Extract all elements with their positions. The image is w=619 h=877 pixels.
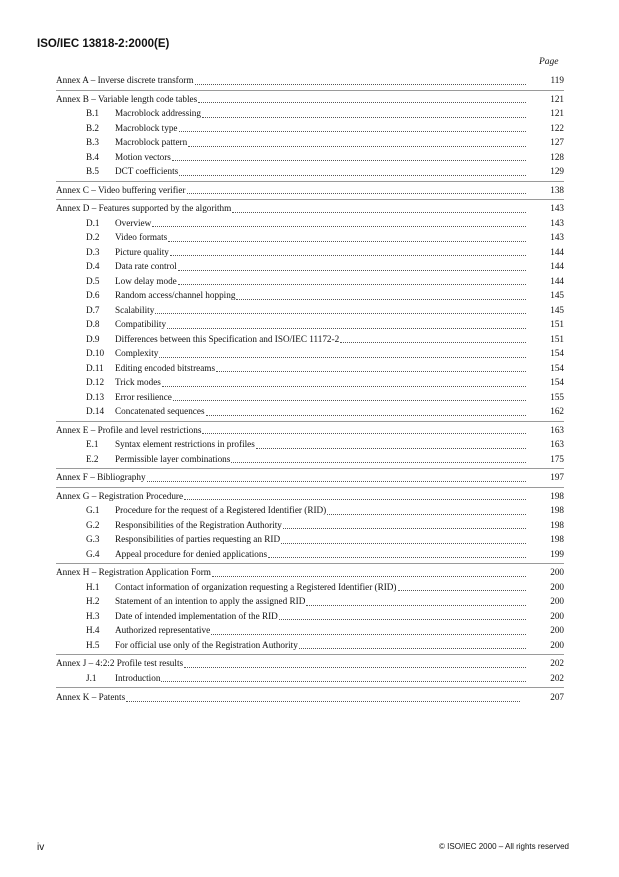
dot-leader — [283, 527, 526, 529]
toc-page-number: 197 — [550, 472, 564, 482]
dot-leader — [281, 542, 526, 544]
dot-leader — [162, 385, 526, 387]
toc-annex-title: Annex B – Variable length code tables — [56, 93, 198, 104]
toc-subsection-entry[interactable] — [56, 580, 564, 595]
dot-leader — [340, 341, 526, 343]
toc-annex-title: Annex D – Features supported by the algorithm — [56, 203, 232, 213]
toc-page-number: 122 — [550, 122, 564, 133]
toc-subsection-title: Picture quality — [115, 246, 169, 257]
toc-page-number: 163 — [550, 424, 564, 435]
toc-subsection-title: Low delay mode — [115, 275, 177, 286]
toc-subsection-entry[interactable] — [56, 390, 564, 405]
dot-leader — [211, 633, 526, 635]
toc-subsection-title: Trick modes — [115, 377, 161, 387]
toc-subsection-entry[interactable] — [56, 332, 564, 347]
dot-leader — [168, 240, 526, 242]
table-of-contents — [56, 72, 564, 707]
toc-page-number: 202 — [550, 672, 564, 683]
toc-page-number: 200 — [550, 581, 564, 592]
toc-subsection-entry[interactable] — [56, 594, 564, 609]
dot-leader — [178, 283, 526, 285]
dot-leader — [306, 604, 526, 606]
toc-subsection-number: D.5 — [86, 275, 100, 286]
dot-leader — [202, 432, 526, 434]
toc-page-number: 138 — [550, 184, 564, 195]
toc-subsection-title: Macroblock pattern — [115, 137, 188, 147]
dot-leader — [188, 145, 526, 147]
toc-page-number: 198 — [550, 490, 564, 501]
toc-subsection-entry[interactable] — [56, 164, 564, 179]
toc-subsection-title: Syntax element restrictions in profiles — [115, 439, 255, 449]
toc-subsection-number: H.3 — [86, 610, 100, 621]
toc-subsection-entry[interactable] — [56, 274, 564, 289]
toc-subsection-title: Editing encoded bitstreams — [115, 362, 216, 373]
toc-subsection-entry[interactable] — [56, 303, 564, 318]
toc-subsection-number: D.1 — [86, 217, 100, 228]
toc-page-number: 145 — [550, 304, 564, 315]
toc-subsection-entry[interactable] — [56, 346, 564, 361]
dot-leader — [231, 461, 526, 463]
toc-annex-entry[interactable] — [56, 92, 564, 107]
toc-annex-entry[interactable] — [56, 73, 564, 88]
toc-subsection-number: B.4 — [86, 151, 100, 162]
toc-annex-title: Annex E – Profile and level restrictions — [56, 424, 202, 435]
toc-subsection-title: Macroblock type — [115, 122, 178, 133]
toc-page-number: 128 — [550, 151, 564, 162]
toc-section — [56, 199, 564, 421]
toc-subsection-number: B.1 — [86, 108, 100, 118]
toc-subsection-entry[interactable] — [56, 245, 564, 260]
toc-subsection-number: J.1 — [86, 672, 97, 683]
dot-leader — [398, 589, 527, 591]
toc-page-number: 198 — [550, 505, 564, 515]
toc-page-number: 154 — [550, 362, 564, 373]
dot-leader — [126, 700, 520, 702]
toc-page-number: 127 — [550, 137, 564, 147]
toc-annex-entry[interactable] — [56, 423, 564, 438]
toc-subsection-title: Authorized representative — [115, 625, 211, 635]
toc-subsection-number: D.13 — [86, 391, 105, 402]
toc-annex-title: Annex C – Video buffering verifier — [56, 184, 186, 195]
toc-page-number: 175 — [550, 453, 564, 464]
toc-subsection-entry[interactable] — [56, 404, 564, 419]
toc-section — [56, 72, 564, 90]
toc-annex-title: Annex J – 4:2:2 Profile test results — [56, 658, 184, 668]
toc-page-number: 154 — [550, 348, 564, 358]
toc-subsection-title: Complexity — [115, 348, 159, 358]
toc-section — [56, 181, 564, 200]
toc-subsection-number: G.2 — [86, 519, 100, 530]
toc-subsection-title: Compatibility — [115, 319, 167, 329]
dot-leader — [159, 356, 526, 358]
toc-subsection-title: Data rate control — [115, 261, 177, 271]
toc-page-number: 143 — [550, 232, 564, 242]
toc-page-number: 143 — [550, 217, 564, 228]
toc-subsection-entry[interactable] — [56, 671, 564, 686]
toc-page-number: 129 — [550, 166, 564, 176]
toc-annex-title: Annex H – Registration Application Form — [56, 567, 211, 577]
toc-subsection-title: Concatenated sequences — [115, 406, 205, 416]
toc-subsection-number: B.3 — [86, 137, 100, 147]
toc-annex-entry[interactable] — [56, 470, 564, 485]
toc-page-number: 144 — [550, 275, 564, 286]
dot-leader — [152, 225, 526, 227]
dot-leader — [327, 513, 526, 515]
dot-leader — [161, 680, 526, 682]
dot-leader — [268, 556, 526, 558]
toc-subsection-entry[interactable] — [56, 518, 564, 533]
toc-subsection-entry[interactable] — [56, 609, 564, 624]
dot-leader — [198, 101, 526, 103]
toc-subsection-number: D.9 — [86, 333, 100, 344]
toc-page-number: 144 — [550, 261, 564, 271]
toc-subsection-title: For official use only of the Registration Authority — [115, 639, 298, 650]
toc-section — [56, 468, 564, 487]
footer-page-number: iv — [37, 842, 45, 853]
toc-section — [56, 563, 564, 654]
toc-subsection-title: Scalability — [115, 304, 155, 315]
toc-subsection-title: Statement of an intention to apply the assigned RID — [115, 596, 306, 606]
toc-subsection-entry[interactable] — [56, 452, 564, 467]
toc-annex-entry[interactable] — [56, 489, 564, 504]
dot-leader — [299, 647, 526, 649]
toc-page-number: 145 — [550, 290, 564, 300]
toc-subsection-title: Responsibilities of parties requesting an RID — [115, 534, 281, 544]
dot-leader — [184, 498, 526, 500]
toc-subsection-title: Appeal procedure for denied applications — [115, 548, 268, 559]
toc-subsection-number: D.3 — [86, 246, 100, 257]
toc-page-number: 199 — [550, 548, 564, 559]
toc-page-number: 121 — [550, 108, 564, 118]
toc-subsection-number: G.4 — [86, 548, 100, 559]
toc-subsection-number: B.5 — [86, 166, 100, 176]
toc-subsection-entry[interactable] — [56, 288, 564, 303]
toc-subsection-title: Motion vectors — [115, 151, 171, 162]
toc-page-number: 200 — [550, 567, 564, 577]
footer-copyright: © ISO/IEC 2000 – All rights reserved — [439, 842, 569, 851]
toc-subsection-number: H.4 — [86, 625, 100, 635]
toc-subsection-title: Random access/channel hopping — [115, 290, 236, 300]
toc-annex-entry[interactable] — [56, 690, 564, 705]
toc-subsection-number: D.10 — [86, 348, 105, 358]
toc-page-number: 200 — [550, 625, 564, 635]
toc-section — [56, 687, 564, 707]
toc-subsection-entry[interactable] — [56, 135, 564, 150]
dot-leader — [167, 327, 526, 329]
toc-subsection-number: D.12 — [86, 377, 105, 387]
dot-leader — [147, 480, 526, 482]
toc-page-number: 207 — [550, 692, 564, 702]
toc-subsection-title: Introduction — [115, 672, 161, 683]
dot-leader — [256, 447, 526, 449]
dot-leader — [236, 298, 526, 300]
toc-subsection-title: Error resilience — [115, 391, 172, 402]
toc-page-number: 119 — [550, 75, 564, 85]
toc-subsection-number: D.7 — [86, 304, 100, 315]
document-header: ISO/IEC 13818-2:2000(E) — [37, 38, 170, 50]
toc-annex-title: Annex F – Bibliography — [56, 472, 146, 482]
toc-page-number: 121 — [550, 93, 564, 104]
toc-subsection-number: E.2 — [86, 453, 99, 464]
toc-annex-title: Annex A – Inverse discrete transform — [56, 75, 194, 85]
toc-subsection-number: G.3 — [86, 534, 100, 544]
dot-leader — [173, 399, 526, 401]
toc-subsection-number: D.8 — [86, 319, 100, 329]
dot-leader — [232, 211, 526, 213]
dot-leader — [178, 269, 526, 271]
toc-subsection-entry[interactable] — [56, 375, 564, 390]
toc-subsection-number: D.11 — [86, 362, 104, 373]
dot-leader — [195, 83, 526, 85]
toc-subsection-number: G.1 — [86, 505, 100, 515]
dot-leader — [202, 116, 526, 118]
toc-subsection-title: DCT coefficients — [115, 166, 179, 176]
toc-page-number: 162 — [550, 406, 564, 416]
toc-subsection-number: H.2 — [86, 596, 100, 606]
dot-leader — [155, 312, 526, 314]
toc-subsection-entry[interactable] — [56, 317, 564, 332]
toc-subsection-title: Macroblock addressing — [115, 108, 201, 118]
toc-page-number: 202 — [550, 658, 564, 668]
toc-annex-title: Annex K – Patents — [56, 692, 126, 702]
toc-subsection-number: D.4 — [86, 261, 100, 271]
toc-subsection-number: E.1 — [86, 439, 99, 449]
toc-subsection-entry[interactable] — [56, 638, 564, 653]
toc-page-number: 200 — [550, 639, 564, 650]
toc-subsection-number: D.6 — [86, 290, 100, 300]
toc-subsection-number: H.5 — [86, 639, 100, 650]
toc-subsection-entry[interactable] — [56, 259, 564, 274]
toc-subsection-title: Contact information of organization requesting a Registered Identifier (RID) — [115, 581, 397, 592]
toc-subsection-entry[interactable] — [56, 437, 564, 452]
toc-subsection-title: Date of intended implementation of the RID — [115, 610, 278, 621]
toc-page-number: 144 — [550, 246, 564, 257]
dot-leader — [212, 575, 526, 577]
toc-subsection-number: D.14 — [86, 406, 105, 416]
dot-leader — [279, 618, 526, 620]
toc-section — [56, 654, 564, 687]
toc-annex-entry[interactable] — [56, 201, 564, 216]
toc-page-number: 198 — [550, 519, 564, 530]
toc-annex-entry[interactable] — [56, 656, 564, 671]
dot-leader — [179, 130, 526, 132]
toc-page-number: 163 — [550, 439, 564, 449]
toc-subsection-entry[interactable] — [56, 216, 564, 231]
toc-subsection-entry[interactable] — [56, 106, 564, 121]
toc-section — [56, 421, 564, 469]
dot-leader — [216, 370, 526, 372]
dot-leader — [179, 174, 526, 176]
toc-subsection-number: D.2 — [86, 232, 100, 242]
toc-subsection-entry[interactable] — [56, 361, 564, 376]
toc-page-number: 151 — [550, 333, 564, 344]
toc-subsection-entry[interactable] — [56, 532, 564, 547]
toc-subsection-title: Responsibilities of the Registration Authority — [115, 519, 282, 530]
toc-annex-title: Annex G – Registration Procedure — [56, 490, 184, 501]
dot-leader — [184, 666, 526, 668]
toc-section — [56, 90, 564, 181]
toc-page-number: 200 — [550, 610, 564, 621]
toc-subsection-title: Overview — [115, 217, 152, 228]
dot-leader — [206, 414, 526, 416]
dot-leader — [172, 159, 526, 161]
toc-subsection-number: H.1 — [86, 581, 100, 592]
toc-annex-entry[interactable] — [56, 565, 564, 580]
toc-page-number: 155 — [550, 391, 564, 402]
toc-page-number: 154 — [550, 377, 564, 387]
toc-page-number: 198 — [550, 534, 564, 544]
toc-subsection-title: Procedure for the request of a Registered Identifier (RID) — [115, 505, 327, 515]
toc-annex-entry[interactable] — [56, 183, 564, 198]
toc-page-number: 143 — [550, 203, 564, 213]
dot-leader — [187, 192, 527, 194]
toc-page-number: 200 — [550, 596, 564, 606]
toc-subsection-entry[interactable] — [56, 230, 564, 245]
toc-subsection-entry[interactable] — [56, 623, 564, 638]
toc-subsection-entry[interactable] — [56, 150, 564, 165]
toc-subsection-title: Permissible layer combinations — [115, 453, 231, 464]
toc-subsection-entry[interactable] — [56, 121, 564, 136]
toc-subsection-entry[interactable] — [56, 503, 564, 518]
toc-subsection-entry[interactable] — [56, 547, 564, 562]
toc-subsection-number: B.2 — [86, 122, 100, 133]
toc-section — [56, 487, 564, 564]
toc-subsection-title: Video formats — [115, 232, 168, 242]
page-column-label: Page — [539, 57, 559, 67]
dot-leader — [170, 254, 526, 256]
toc-page-number: 151 — [550, 319, 564, 329]
toc-subsection-title: Differences between this Specification and ISO/IEC 11172-2 — [115, 333, 340, 344]
